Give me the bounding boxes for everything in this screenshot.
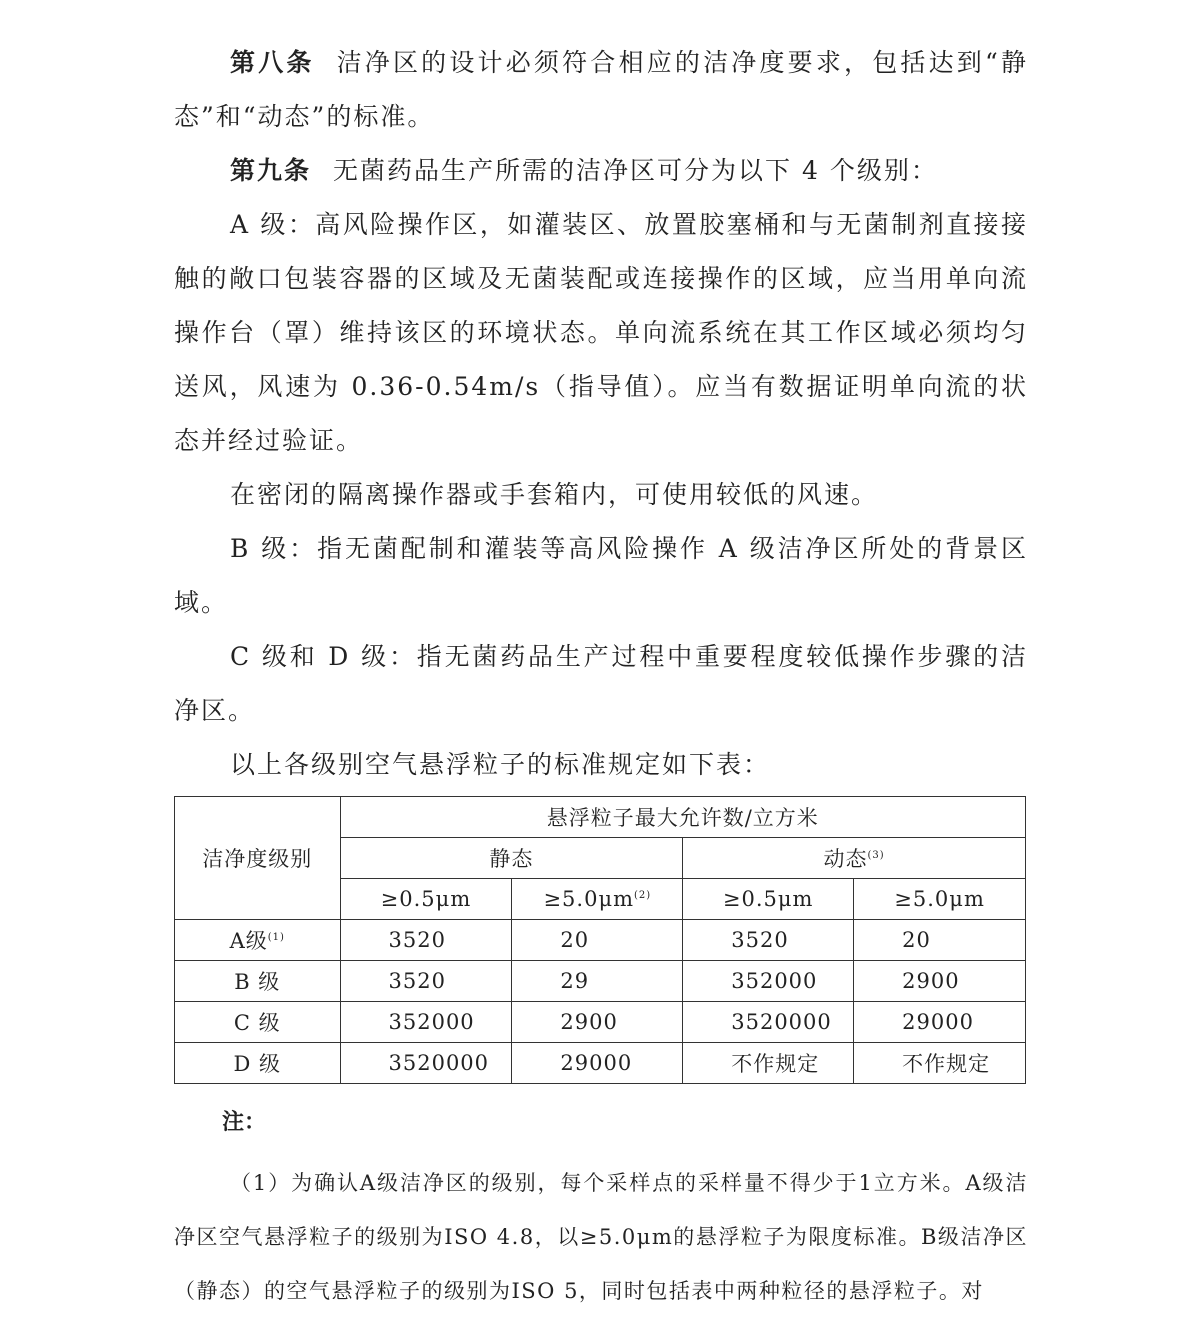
- static-small-cell: 3520: [340, 920, 512, 961]
- grade-a-paragraph: A 级：高风险操作区，如灌装区、放置胶塞桶和与无菌制剂直接接触的敞口包装容器的区域及无菌装配或连接操作的区域，应当用单向流操作台（罩）维持该区的环境状态。单向流系统在其工作区域必须均匀送风，风速为 0.36-0.54m/s（指导值）。应当有数据证明单向流的状态并经过验证。: [174, 210, 1028, 455]
- dynamic-small-cell: 3520: [683, 920, 854, 961]
- static-small-cell: 3520: [340, 961, 512, 1002]
- article-8-heading: 第八条: [230, 48, 315, 77]
- table-row: [175, 961, 1026, 1002]
- grade-cd-paragraph: C 级和 D 级：指无菌药品生产过程中重要程度较低操作步骤的洁净区。: [174, 642, 1028, 725]
- col-header-dynamic-large: ≥5.0μm: [854, 879, 1026, 920]
- table-intro: 以上各级别空气悬浮粒子的标准规定如下表：: [230, 750, 771, 779]
- static-large-cell: 29: [512, 961, 683, 1002]
- dynamic-large-cell: 不作规定: [854, 1043, 1026, 1084]
- dynamic-large-cell: 20: [854, 920, 1026, 961]
- dynamic-small-cell: 3520000: [683, 1002, 854, 1043]
- col-header-dynamic: [683, 838, 1026, 879]
- col-header-static-large-label: ≥5.0μm: [543, 887, 635, 911]
- col-header-dynamic-small: ≥0.5μm: [683, 879, 854, 920]
- grade-footnote: (1): [267, 932, 285, 943]
- grade-a-isolator-paragraph: 在密闭的隔离操作器或手套箱内，可使用较低的风速。: [230, 480, 879, 509]
- col-header-dynamic-footnote: (3): [867, 850, 885, 861]
- table-row: [175, 1043, 1026, 1084]
- col-header-max-count: 悬浮粒子最大允许数/立方米: [340, 797, 1026, 838]
- static-small-cell: 3520000: [340, 1043, 512, 1084]
- table-row: [175, 1002, 1026, 1043]
- table-row: [175, 920, 1026, 961]
- grade-label: A级: [229, 929, 268, 953]
- dynamic-small-cell: 352000: [683, 961, 854, 1002]
- static-large-cell: 29000: [512, 1043, 683, 1084]
- table-header-row-1: [175, 797, 1026, 838]
- article-9-text: 无菌药品生产所需的洁净区可分为以下 4 个级别：: [333, 156, 938, 185]
- notes-title: 注：: [222, 1109, 267, 1135]
- note-1: （1）为确认A级洁净区的级别，每个采样点的采样量不得少于1立方米。A级洁净区空气悬浮粒子的级别为ISO 4.8，以≥5.0μm的悬浮粒子为限度标准。B级洁净区（静态）的空气悬浮粒子的级别为ISO 5，同时包括表中两种粒径的悬浮粒子。对: [174, 1171, 1028, 1303]
- particle-limits-table: [174, 796, 1026, 1084]
- article-9-heading: 第九条: [230, 156, 312, 185]
- static-large-cell: 20: [512, 920, 683, 961]
- dynamic-small-cell: 不作规定: [683, 1043, 854, 1084]
- col-header-static-small: ≥0.5μm: [340, 879, 512, 920]
- dynamic-large-cell: 29000: [854, 1002, 1026, 1043]
- article-8-text: 洁净区的设计必须符合相应的洁净度要求，包括达到“静态”和“动态”的标准。: [174, 48, 1028, 131]
- document-page: [174, 36, 1028, 1318]
- grade-cell: [175, 920, 341, 961]
- grade-cell: C 级: [175, 1002, 341, 1043]
- grade-cell: B 级: [175, 961, 341, 1002]
- static-large-cell: 2900: [512, 1002, 683, 1043]
- article-8: [174, 36, 1028, 144]
- article-9: [174, 144, 1028, 198]
- col-header-static-large: [512, 879, 683, 920]
- static-small-cell: 352000: [340, 1002, 512, 1043]
- col-header-grade: 洁净度级别: [175, 797, 341, 920]
- dynamic-large-cell: 2900: [854, 961, 1026, 1002]
- col-header-static-large-footnote: (2): [634, 890, 652, 901]
- grade-cell: D 级: [175, 1043, 341, 1084]
- grade-b-paragraph: B 级：指无菌配制和灌装等高风险操作 A 级洁净区所处的背景区域。: [174, 534, 1028, 617]
- col-header-static: 静态: [340, 838, 683, 879]
- col-header-dynamic-label: 动态: [823, 847, 868, 871]
